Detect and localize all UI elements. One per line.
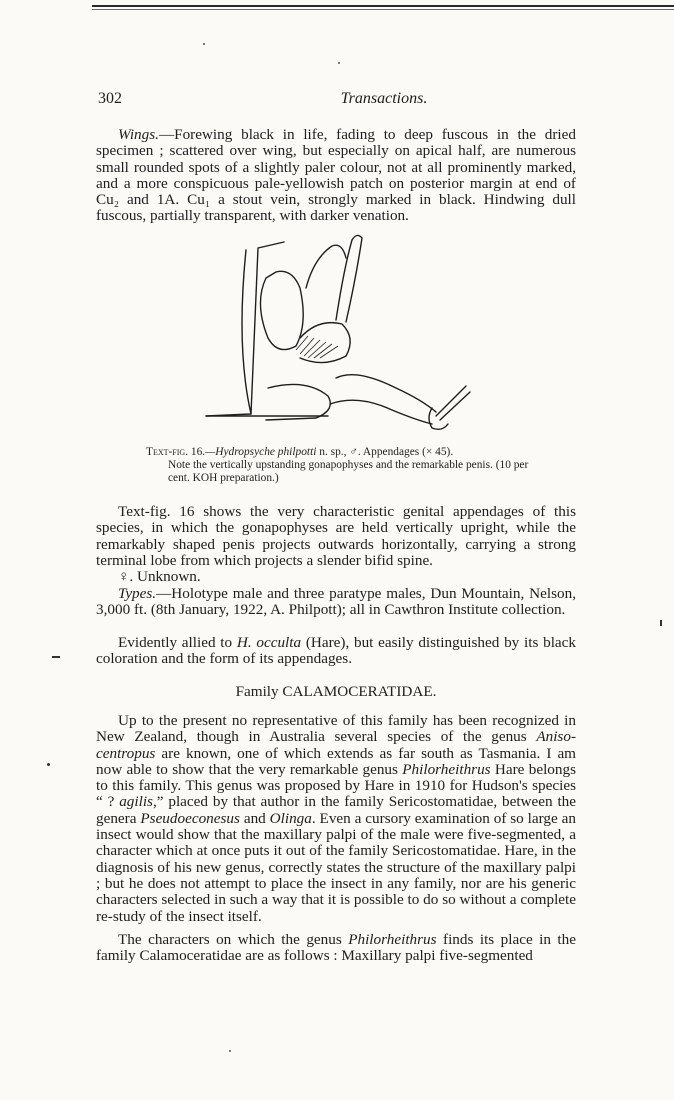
allied-species: H. occulta bbox=[236, 634, 302, 651]
types-text: —Holotype male and three paratype males, Dun Mountain, Nelson, 3,000 ft. (8th January, 1922, A. Philpott); all in Cawthron Institute collection. bbox=[96, 585, 576, 619]
types-label: Types. bbox=[118, 585, 157, 602]
family-genus-olinga: Olinga bbox=[269, 809, 312, 827]
paragraph-female: ♀. Unknown. bbox=[118, 568, 201, 585]
section-heading bbox=[96, 683, 576, 701]
family-text-2: are known, one of which extends as far south as Tasmania. I am now able to show that the very remarkable genus bbox=[96, 744, 576, 778]
wings-label: Wings. bbox=[118, 126, 159, 143]
caption-species: —Hydropsyche philpotti bbox=[205, 446, 317, 458]
figure-terminal-lobe bbox=[429, 408, 448, 429]
scan-speck bbox=[338, 62, 340, 64]
family-text-3: Hare belongs to this family. This genus was proposed by Hare in 1910 for Hudson's species “ ? bbox=[96, 760, 576, 811]
margin-mark bbox=[660, 620, 662, 626]
paragraph-allied bbox=[96, 635, 576, 668]
scan-speck bbox=[203, 43, 205, 45]
page-number: 302 bbox=[98, 90, 122, 107]
caption-label: Text-fig. 16. bbox=[146, 446, 206, 458]
allied-text-after: (Hare), but easily distinguished by its black coloration and the form of its appendages. bbox=[96, 634, 576, 668]
figure-bulb bbox=[260, 271, 303, 349]
caption-line2: Note the vertically upstanding gonapophyses and the remarkable penis. (10 per cent. KOH preparation.) bbox=[168, 459, 529, 484]
family-text-1: Up to the present no representative of this family has been recognized in New Zealand, though in Australia several species of the genus bbox=[96, 712, 576, 746]
paragraph-types bbox=[96, 586, 576, 619]
caption-rest: n. sp., ♂. Appendages (× 45). bbox=[316, 446, 454, 458]
figure-penis-lower bbox=[330, 400, 432, 424]
family-text-6: . Even a cursory examination of so large an insect would show that the maxillary palpi of the male were five-segmented, a character which at once puts it out of the family Sericostomatidae. Hare, in the diagnosis of his new genus, correctly states the structure of the maxillary palpi ; but he does not attempt to place the insect in any family, nor are his generic characters selected in such a way that it is possible to do so without a complete re-study of the insect itself. bbox=[96, 809, 576, 925]
family-text-4: ,” placed by that author in the family Sericostomatidae, between the genera bbox=[96, 793, 577, 827]
top-rule bbox=[92, 5, 674, 7]
section-name: CALAMOCERATIDAE. bbox=[282, 683, 437, 700]
figure-left-edge bbox=[242, 250, 251, 414]
figure-upper-arm bbox=[306, 245, 346, 288]
figure-bifid-spine bbox=[436, 386, 470, 420]
figure-genital-appendages bbox=[196, 228, 476, 436]
family-text-5: and bbox=[239, 809, 270, 827]
characters-text-2: finds its place in the family Calamoceratidae are as follows : Maxillary palpi five-segmented bbox=[96, 931, 576, 965]
paragraph-characters bbox=[96, 932, 576, 965]
allied-text-before: Evidently allied to bbox=[118, 634, 237, 651]
family-genus-anisocentropus: Aniso-centropus bbox=[96, 728, 576, 762]
figure-gonapophyses bbox=[336, 235, 362, 322]
family-genus-pseudoeconesus: Pseudoeconesus bbox=[140, 809, 240, 827]
running-title: Transactions. bbox=[340, 90, 428, 107]
figure-caption bbox=[146, 446, 546, 485]
wings-text: —Forewing black in life, fading to deep fuscous in the dried specimen ; scattered over wing, but especially on apical half, are numerous small rounded spots of a slightly paler colour, not at all prominently marked, and a more conspicuous pale-yellowish patch on posterior margin at end of Cu₂ and 1A. Cu₁ a stout vein, strongly marked in black. Hindwing dull fuscous, partially transparent, with darker venation. bbox=[96, 126, 576, 225]
page-header bbox=[98, 90, 578, 110]
family-species-agilis: agilis bbox=[119, 793, 153, 811]
characters-genus: Philorheithrus bbox=[348, 931, 437, 948]
margin-mark bbox=[52, 656, 60, 658]
paragraph-textfig: Text-fig. 16 shows the very characteristic genital appendages of this species, in which the gonapophyses are held vertically upright, while the remarkably shaped penis projects outwards horizontally, carrying a strong terminal lobe from which projects a slender bifid spine. bbox=[96, 503, 576, 569]
scan-speck bbox=[229, 1050, 231, 1052]
section-prefix: Family bbox=[235, 683, 283, 700]
figure-penis-shaft bbox=[336, 375, 436, 412]
figure-hatching bbox=[296, 336, 338, 358]
characters-text-1: The characters on which the genus bbox=[118, 931, 349, 948]
paragraph-wings bbox=[96, 127, 576, 225]
paragraph-family bbox=[96, 713, 576, 925]
figure-lower-body bbox=[266, 384, 330, 420]
top-rule-thin bbox=[92, 9, 674, 10]
margin-mark bbox=[47, 763, 50, 766]
family-genus-philorheithrus: Philorheithrus bbox=[402, 760, 491, 778]
